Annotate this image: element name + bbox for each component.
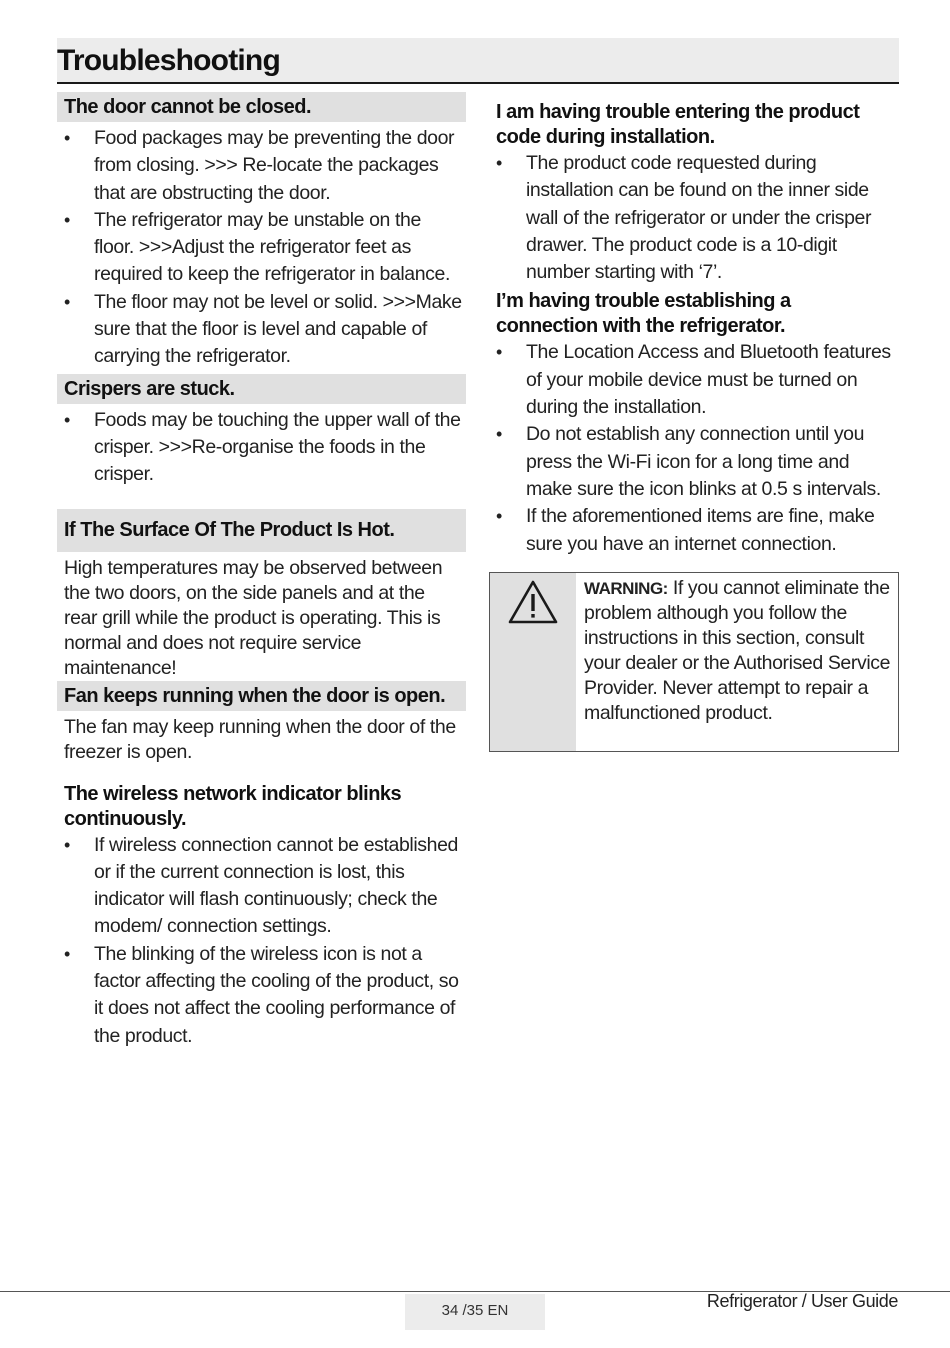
warning-text (576, 573, 898, 751)
list-item: • Do not establish any connection until you press the Wi-Fi icon for a long time and make sure the icon blinks at 0.5 s intervals. (496, 423, 881, 500)
fan-running-text: The fan may keep running when the door of the freezer is open. (64, 715, 456, 763)
door-closed-heading: The door cannot be closed. (57, 92, 466, 122)
list-item: • The blinking of the wireless icon is not a factor affecting the cooling of the product, so it does not affect the cooling performance of the product. (64, 942, 459, 1047)
list-item: • If the aforementioned items are fine, make sure you have an internet connection. (496, 505, 875, 555)
guide-title: Refrigerator / User Guide (706, 1291, 898, 1311)
list-item: • If wireless connection cannot be established or if the current connection is lost, this indicator will flash continuously; check the modem/ connection settings. (64, 833, 458, 938)
bullet-icon: • (496, 342, 502, 363)
page-title-bar (57, 38, 899, 84)
warning-body: If you cannot eliminate the problem although you follow the instructions in this section, consult your dealer or the Authorised Service Provider. Never attempt to repair a malfunctioned product. (584, 576, 891, 724)
list-item: • The product code requested during installation can be found on the inner side wall of the refrigerator or under the crisper drawer. The product code is a 10-digit number starting with ‘7’. (496, 152, 872, 284)
warning-box (489, 572, 899, 752)
bullet-icon: • (64, 128, 70, 148)
left-column (57, 92, 466, 1050)
product-code-list (489, 150, 899, 286)
warning-triangle-icon (507, 579, 559, 625)
list-item: • The refrigerator may be unstable on the floor. >>>Adjust the refrigerator feet as required to keep the refrigerator in balance. (64, 208, 450, 286)
list-item: • The floor may not be level or solid. >>>Make sure that the floor is level and capable of carrying the refrigerator. (64, 290, 462, 368)
page-title: Troubleshooting (57, 44, 280, 77)
door-closed-list (57, 125, 466, 371)
list-item: • Foods may be touching the upper wall of the crisper. >>>Re-organise the foods in the crisper. (64, 408, 461, 486)
bullet-icon: • (496, 506, 502, 527)
right-column (489, 92, 899, 752)
warning-label: WARNING: (584, 578, 668, 598)
surface-hot-heading: If The Surface Of The Product Is Hot. (57, 509, 466, 552)
warning-icon-cell (490, 573, 576, 751)
bullet-icon: • (64, 834, 70, 855)
connection-list (489, 339, 899, 557)
page-number: 34 /35 EN (405, 1294, 545, 1330)
bullet-icon: • (496, 424, 502, 445)
connection-heading: I’m having trouble establishing a connection with the refrigerator. (496, 290, 791, 338)
fan-running-heading: Fan keeps running when the door is open. (57, 681, 466, 711)
crispers-heading: Crispers are stuck. (57, 374, 466, 404)
wireless-blinks-list (57, 832, 466, 1050)
bullet-icon: • (64, 209, 70, 230)
list-item: • The Location Access and Bluetooth features of your mobile device must be turned on during the installation. (496, 341, 891, 419)
bullet-icon: • (496, 153, 502, 173)
bullet-icon: • (64, 409, 70, 430)
surface-hot-text: High temperatures may be observed between the two doors, on the side panels and at the rear grill while the product is operating. This is normal and does not require service maintenance! (64, 556, 443, 679)
list-item: • Food packages may be preventing the door from closing. >>> Re-locate the packages that are obstructing the door. (64, 127, 455, 204)
crispers-list (57, 407, 466, 489)
wireless-blinks-heading: The wireless network indicator blinks continuously. (64, 782, 402, 830)
bullet-icon: • (64, 291, 70, 312)
bullet-icon: • (64, 943, 70, 964)
product-code-heading: I am having trouble entering the product code during installation. (496, 101, 860, 148)
